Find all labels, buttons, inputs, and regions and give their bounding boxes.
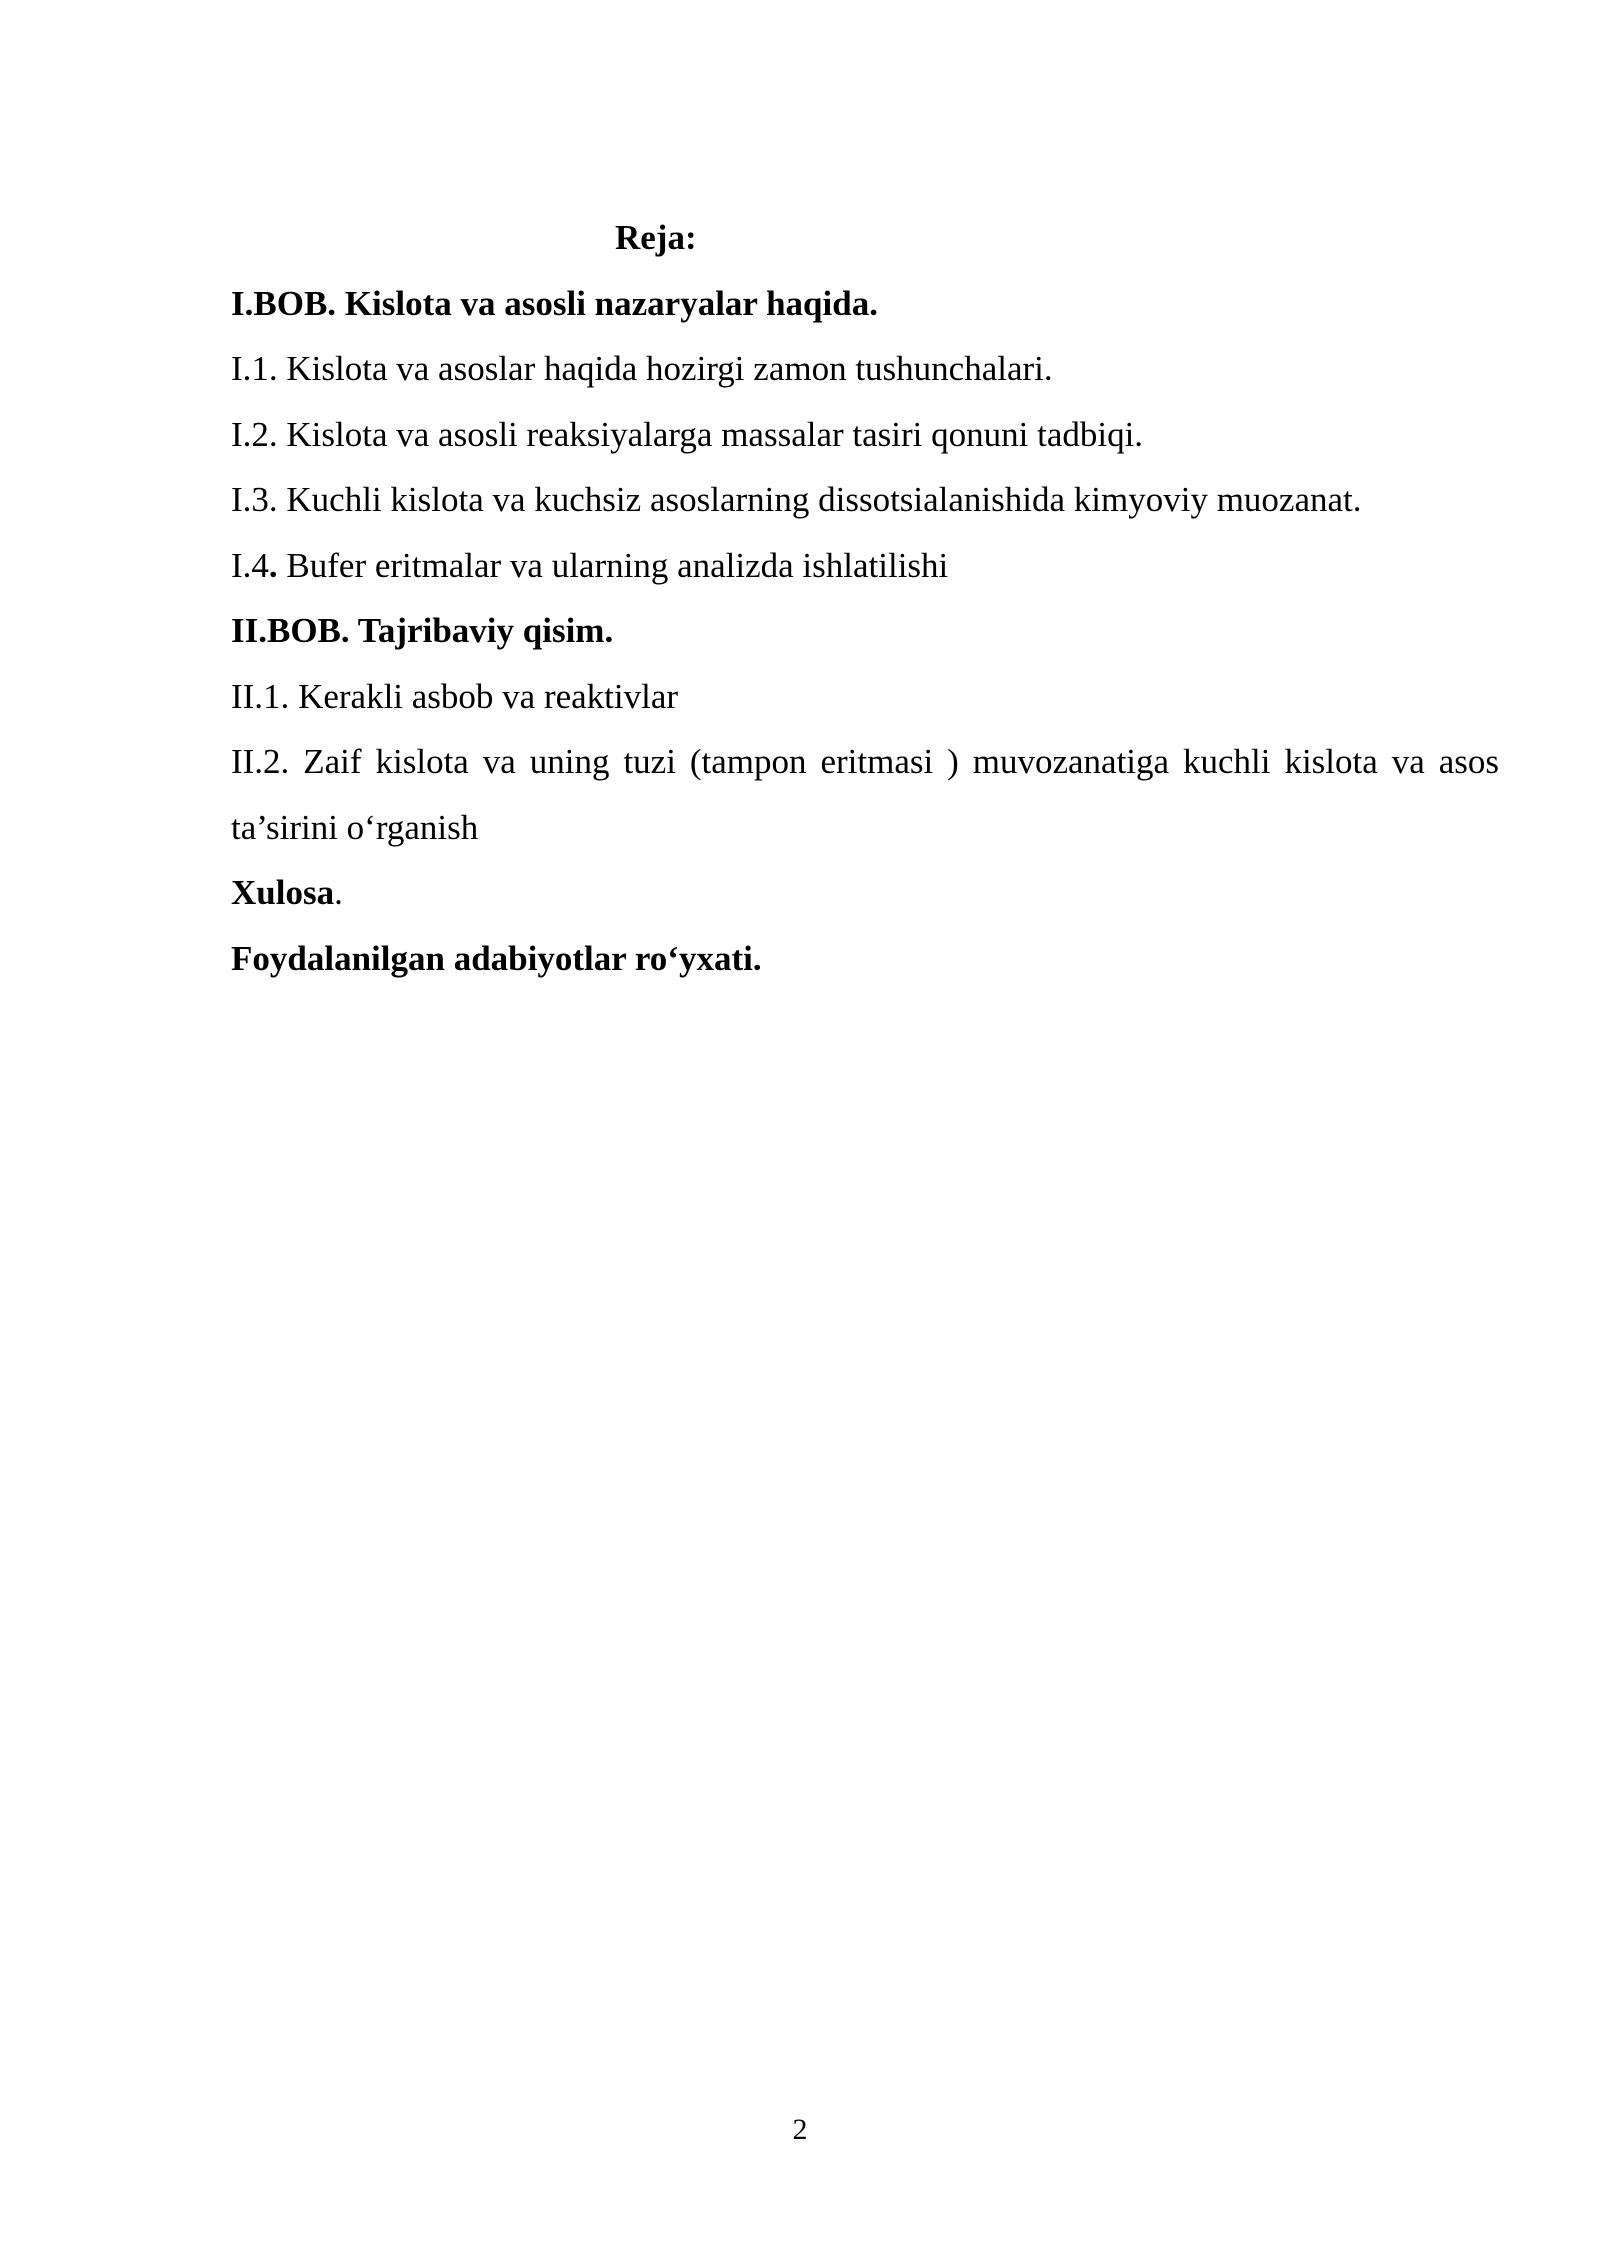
plan-title: Reja: [615, 218, 697, 257]
toc-item-text: Kislota va asosli reaksiyalarga massalar tasiri qonuni tadbiqi. [277, 414, 1144, 454]
toc-item-text: Kislota va asoslar haqida hozirgi zamon tushunchalari. [277, 349, 1053, 388]
toc-item-number: I.1. [231, 349, 278, 388]
conclusion-label: Xulosa [231, 873, 335, 912]
toc-item-number-dot: . [268, 545, 278, 585]
table-of-contents [231, 205, 1499, 991]
chapter-1-heading: I.BOB. Kislota va asosli nazaryalar haqida. [231, 283, 878, 323]
conclusion-punct: . [334, 873, 343, 912]
page-number: 2 [792, 2113, 808, 2146]
toc-item-text: Kuchli kislota va kuchsiz asoslarning dissotsialanishida kimyoviy muozanat. [277, 480, 1362, 519]
toc-item-number: I.2. [231, 414, 278, 454]
conclusion-entry [231, 860, 1499, 926]
references-entry: Foydalanilgan adabiyotlar ro‘yxati. [231, 938, 762, 978]
toc-item-number: I.3. [231, 480, 278, 519]
toc-item-text: Bufer eritmalar va ularning analizda ishlatilishi [277, 545, 949, 585]
toc-item-number: II.2. [231, 742, 290, 781]
toc-item-1-1 [231, 336, 1499, 402]
toc-item-2-2 [231, 729, 1499, 860]
chapter-2-heading: II.BOB. Tajribaviy qisim. [231, 611, 614, 650]
toc-item-number: I.4 [231, 545, 269, 585]
toc-item-text: Kerakli asbob va reaktivlar [289, 676, 679, 716]
toc-item-1-3 [231, 467, 1499, 533]
toc-item-text: Zaif kislota va uning tuzi (tampon eritmasi ) muvozanatiga kuchli kislota va asos ta’sirini o‘rganish [231, 742, 1499, 847]
toc-item-2-1 [231, 664, 1499, 730]
toc-item-number: II.1. [231, 676, 290, 716]
toc-item-1-2 [231, 402, 1499, 468]
toc-item-1-4 [231, 533, 1499, 599]
